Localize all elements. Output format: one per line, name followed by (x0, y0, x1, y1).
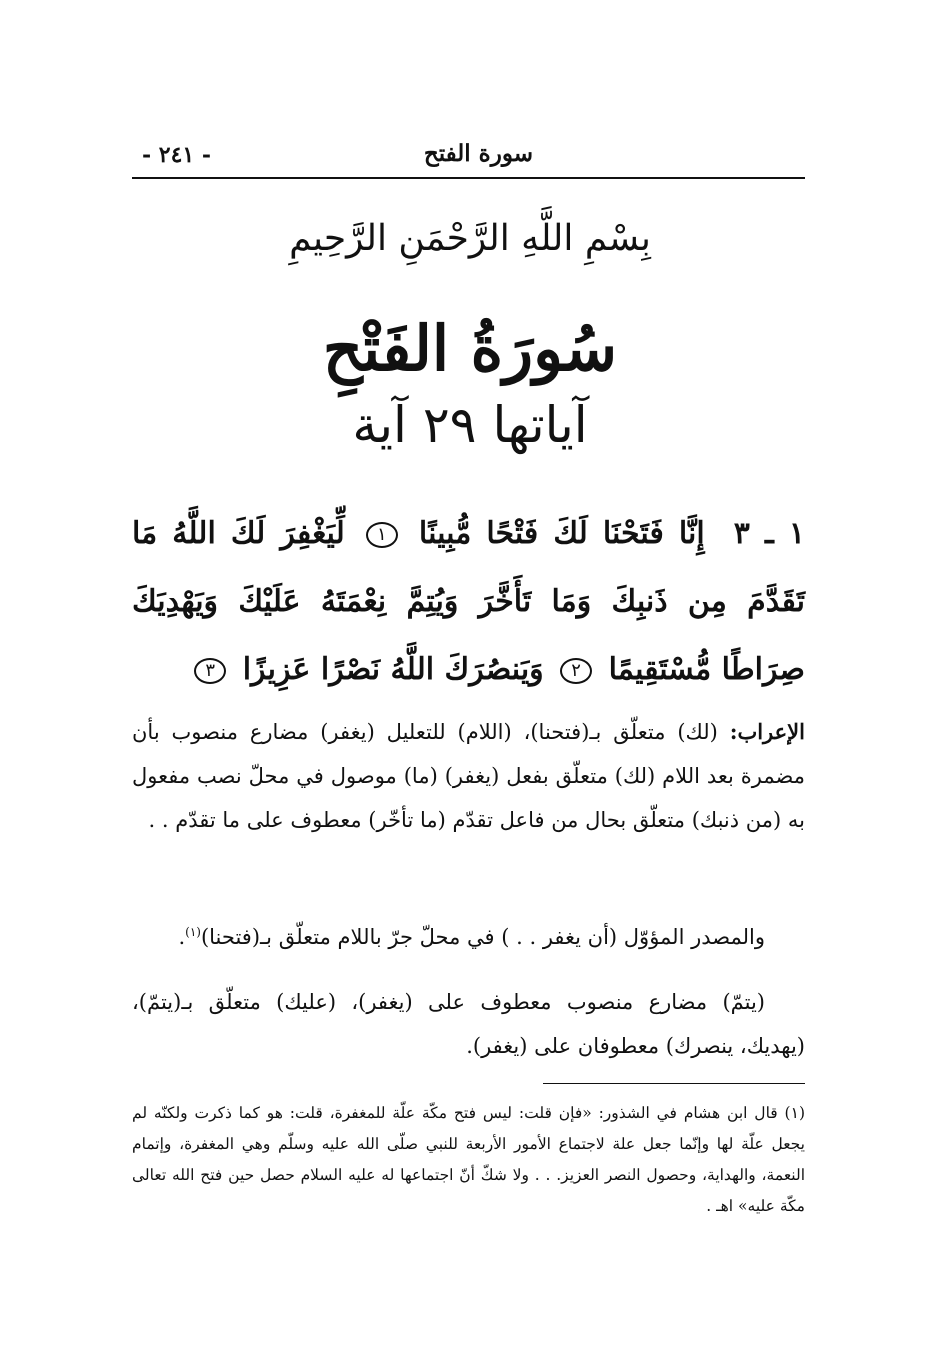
irab-paragraph (132, 710, 805, 842)
footnote: (١) قال ابن هشام في الشذور: «فإن قلت: ليس فتح مكّة علّة للمغفرة، قلت: هو كما ذكرت ولكنّه لم يجعل علّة لها وإنّما جعل علة لاجتماع الأمور الأربعة للنبي صلّى الله عليه وسلّم وهي المغفرة، وإتمام النعمة، والهداية، وحصول النصر العزيز. . . ولا شكّ أنّ اجتماعها له عليه السلام حصل حين فتح الله تعالى مكّة عليه» اهـ . (132, 1104, 805, 1215)
basmala: بِسْمِ اللَّهِ الرَّحْمَنِ الرَّحِيمِ (289, 218, 651, 259)
yutimm-paragraph: (يتمّ) مضارع منصوب معطوف على (يغفر)، (عليك) متعلّق بـ(يتمّ)، (يهديك، ينصرك) معطوفان على (يغفر). (132, 990, 805, 1058)
ayah-count: آياتها ٢٩ آية (352, 396, 588, 454)
verse-range-number: ١ ـ ٣ (733, 516, 805, 551)
quran-verses (132, 500, 805, 704)
header-rule (132, 177, 805, 179)
masdar-paragraph (132, 910, 805, 959)
running-header (132, 138, 805, 174)
verse-1-text: إِنَّا فَتَحْنَا لَكَ فَتْحًا مُّبِينًا (418, 516, 705, 551)
verse-3-text: وَيَنصُرَكَ اللَّهُ نَصْرًا عَزِيزًا (242, 652, 544, 687)
footnote-rule (543, 1083, 805, 1084)
irab-text: (لك) متعلّق بـ(فتحنا)، (اللام) للتعليل (يغفر) مضارع منصوب بأن مضمرة بعد اللام (لك) متعلّق بفعل (يغفر) (ما) موصول في محلّ نصب مفعول به (من ذنبك) متعلّق بحال من فاعل تقدّم (ما تأخّر) معطوف على ما تقدّم . . (132, 720, 805, 832)
irab-label: الإعراب: (729, 719, 805, 744)
masdar-text: والمصدر المؤوّل (أن يغفر . . ) في محلّ جرّ باللام متعلّق بـ(فتحنا) (200, 925, 765, 949)
ayah-end-marker: ٣ (194, 658, 226, 684)
page-number: - ٢٤١ - (142, 142, 212, 168)
ayah-end-marker: ٢ (560, 658, 592, 684)
running-title: سورة الفتح (423, 140, 533, 167)
footnote-reference: (١) (185, 925, 201, 939)
ayah-end-marker: ١ (366, 522, 398, 548)
period: . (178, 925, 186, 949)
verse-2-text: لِّيَغْفِرَ لَكَ اللَّهُ مَا تَقَدَّمَ مِن ذَنبِكَ وَمَا تَأَخَّرَ وَيُتِمَّ نِعْمَتَهُ عَلَيْكَ وَيَهْدِيَكَ صِرَاطًا مُّسْتَقِيمًا (132, 516, 805, 687)
surah-title: سُورَةُ الفَتْحِ (322, 312, 618, 385)
